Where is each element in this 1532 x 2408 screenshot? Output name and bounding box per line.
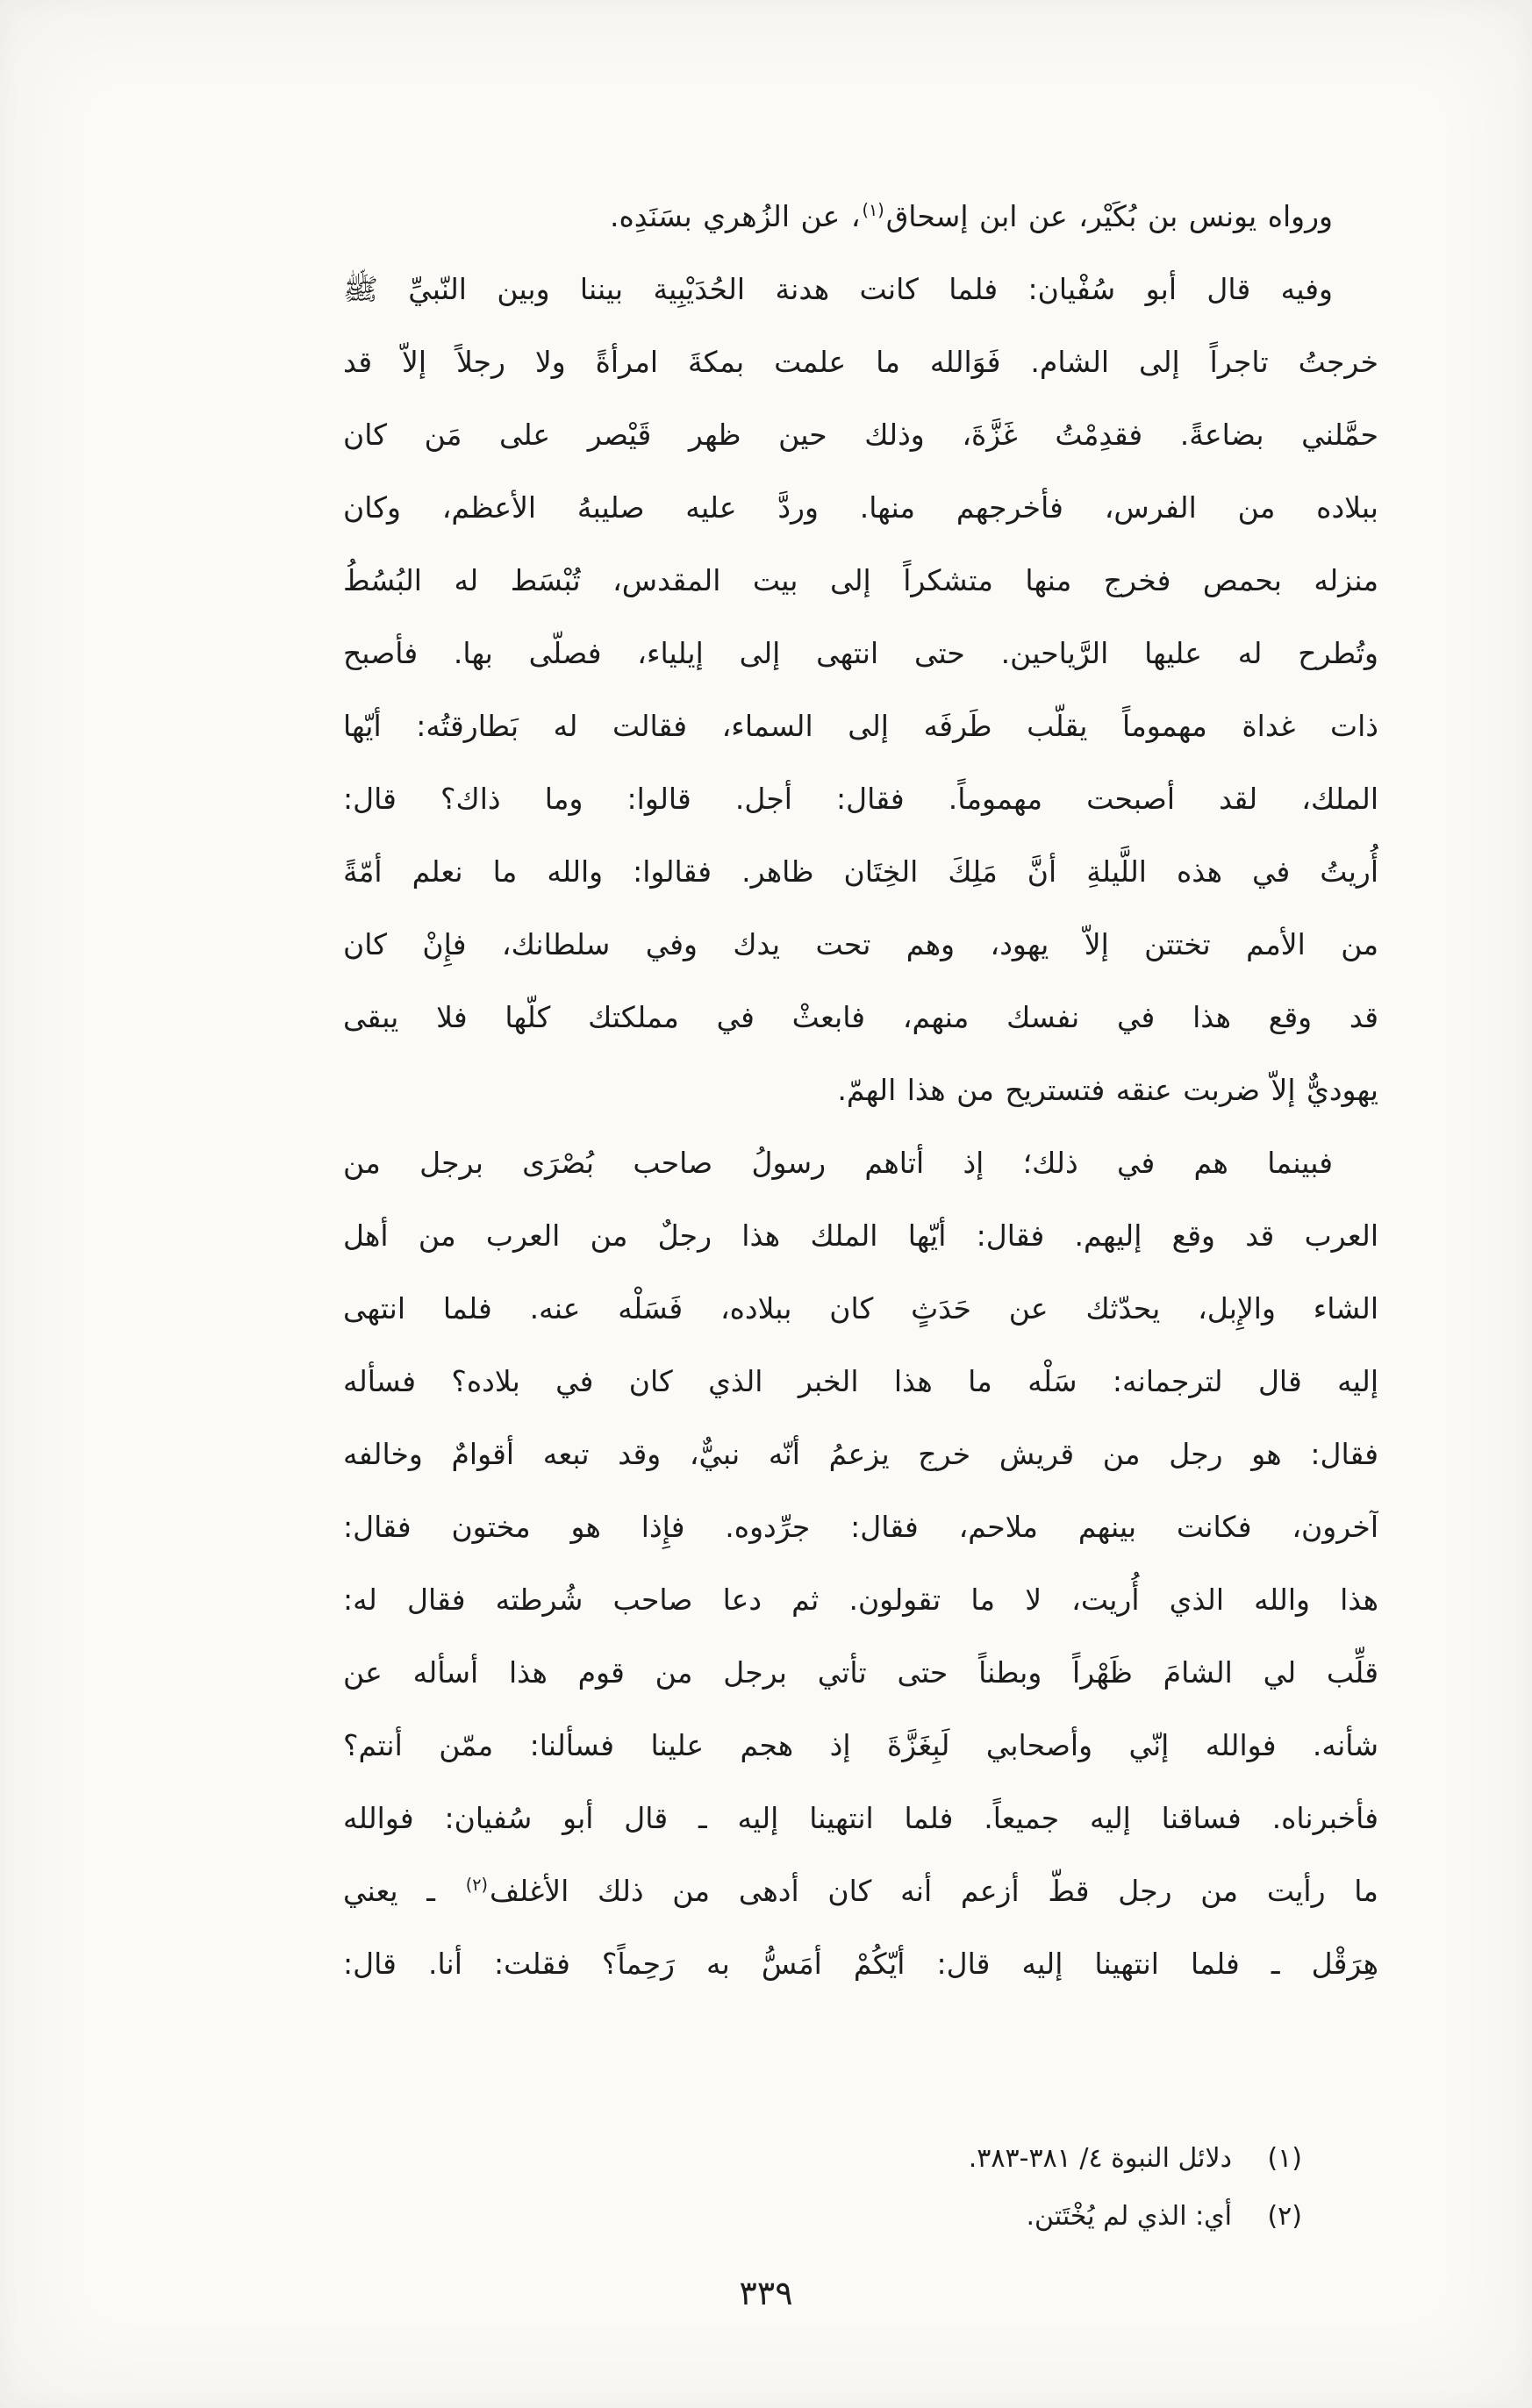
text-line: ذات غداة مهموماً يقلّب طَرفَه إلى السماء، فقالت له بَطارقتُه: أيّها — [343, 709, 1378, 743]
text-line: وفيه قال أبو سُفْيان: فلما كانت هدنة الحُدَيْبِية بيننا وبين النّبيِّ ﷺ — [343, 272, 1333, 306]
text-line: الشاء والإِبل، يحدّثك عن حَدَثٍ كان ببلاده، فَسَلْه عنه. فلما انتهى — [343, 1291, 1378, 1325]
main-text-block — [343, 180, 1378, 2000]
text-line: أُريتُ في هذه اللَّيلةِ أنَّ مَلِكَ الخِتَان ظاهر. فقالوا: والله ما نعلم أمّةً — [343, 854, 1378, 889]
text-line: قلِّب لي الشامَ ظَهْراً وبطناً حتى تأتي برجل من قوم هذا أسأله عن — [343, 1655, 1378, 1690]
line-text: ـ يعني — [343, 1874, 464, 1908]
text-line: يهوديٌّ إلاّ ضربت عنقه فتستريح من هذا الهمّ. — [837, 1073, 1378, 1107]
text-line: من الأمم تختتن إلاّ يهود، وهم تحت يدك وفي سلطانك، فإِنْ كان — [343, 927, 1378, 961]
footnote-marker: (١) — [862, 200, 884, 220]
footnote-2-text: أي: الذي لم يُخْتَتن. — [1026, 2201, 1232, 2232]
line-text: ورواه يونس بن بُكَيْر، عن ابن إسحاق — [885, 199, 1333, 233]
text-line: آخرون، فكانت بينهم ملاحم، فقال: جرِّدوه. فإِذا هو مختون فقال: — [343, 1510, 1378, 1544]
footnote-2-number: (٢) — [1267, 2201, 1302, 2232]
line-text: ما رأيت من رجل قطّ أزعم أنه كان أدهى من ذلك الأغلف — [489, 1874, 1378, 1908]
line-text: ، عن الزُهري بسَنَدِه. — [609, 199, 861, 233]
footnote-1-number: (١) — [1267, 2143, 1302, 2174]
text-line: الملك، لقد أصبحت مهموماً. فقال: أجل. قالوا: وما ذاك؟ قال: — [343, 782, 1378, 816]
footnote-1 — [969, 2130, 1302, 2188]
page-number: ٣٣٩ — [739, 2274, 793, 2312]
text-line: العرب قد وقع إليهم. فقال: أيّها الملك هذا رجلٌ من العرب من أهل — [343, 1218, 1378, 1253]
text-line: فأخبرناه. فساقنا إليه جميعاً. فلما انتهينا إليه ـ قال أبو سُفيان: فوالله — [343, 1801, 1378, 1835]
text-lines — [343, 180, 1378, 2000]
text-line: شأنه. فوالله إنّي وأصحابي لَبِغَزَّةَ إذ هجم علينا فسألنا: ممّن أنتم؟ — [343, 1728, 1378, 1762]
footnotes — [969, 2130, 1302, 2246]
text-line: ببلاده من الفرس، فأخرجهم منها. وردَّ عليه صليبهُ الأعظم، وكان — [343, 490, 1378, 525]
footnote-2 — [969, 2188, 1302, 2246]
footnote-1-text: دلائل النبوة ٤/ ٣٨١-٣٨٣. — [968, 2143, 1232, 2174]
text-line: فبينما هم في ذلك؛ إذ أتاهم رسولُ صاحب بُصْرَى برجل من — [343, 1146, 1333, 1180]
text-line: هذا والله الذي أُريت، لا ما تقولون. ثم دعا صاحب شُرطته فقال له: — [343, 1583, 1378, 1617]
text-line: وتُطرح له عليها الرَّياحين. حتى انتهى إلى إيلياء، فصلّى بها. فأصبح — [343, 636, 1378, 670]
text-line: حمَّلني بضاعةً. فقدِمْتُ غَزَّةَ، وذلك حين ظهر قَيْصر على مَن كان — [343, 418, 1378, 452]
text-line: قد وقع هذا في نفسك منهم، فابعثْ في مملكتك كلّها فلا يبقى — [343, 1000, 1378, 1034]
text-line: منزله بحمص فخرج منها متشكراً إلى بيت المقدس، تُبْسَط له البُسُطُ — [343, 563, 1378, 597]
text-line: فقال: هو رجل من قريش خرج يزعمُ أنّه نبيٌّ، وقد تبعه أقوامٌ وخالفه — [343, 1437, 1378, 1471]
text-line: خرجتُ تاجراً إلى الشام. فَوَالله ما علمت بمكةَ امرأةً ولا رجلاً إلاّ قد — [343, 345, 1378, 379]
text-line: إليه قال لترجمانه: سَلْه ما هذا الخبر الذي كان في بلاده؟ فسأله — [343, 1364, 1378, 1398]
text-line — [343, 1854, 1378, 1927]
text-line — [343, 180, 1378, 253]
footnote-marker: (٢) — [465, 1875, 488, 1895]
text-line: هِرَقْل ـ فلما انتهينا إليه قال: أيّكُمْ أمَسُّ به رَحِماً؟ فقلت: أنا. قال: — [343, 1947, 1378, 1981]
